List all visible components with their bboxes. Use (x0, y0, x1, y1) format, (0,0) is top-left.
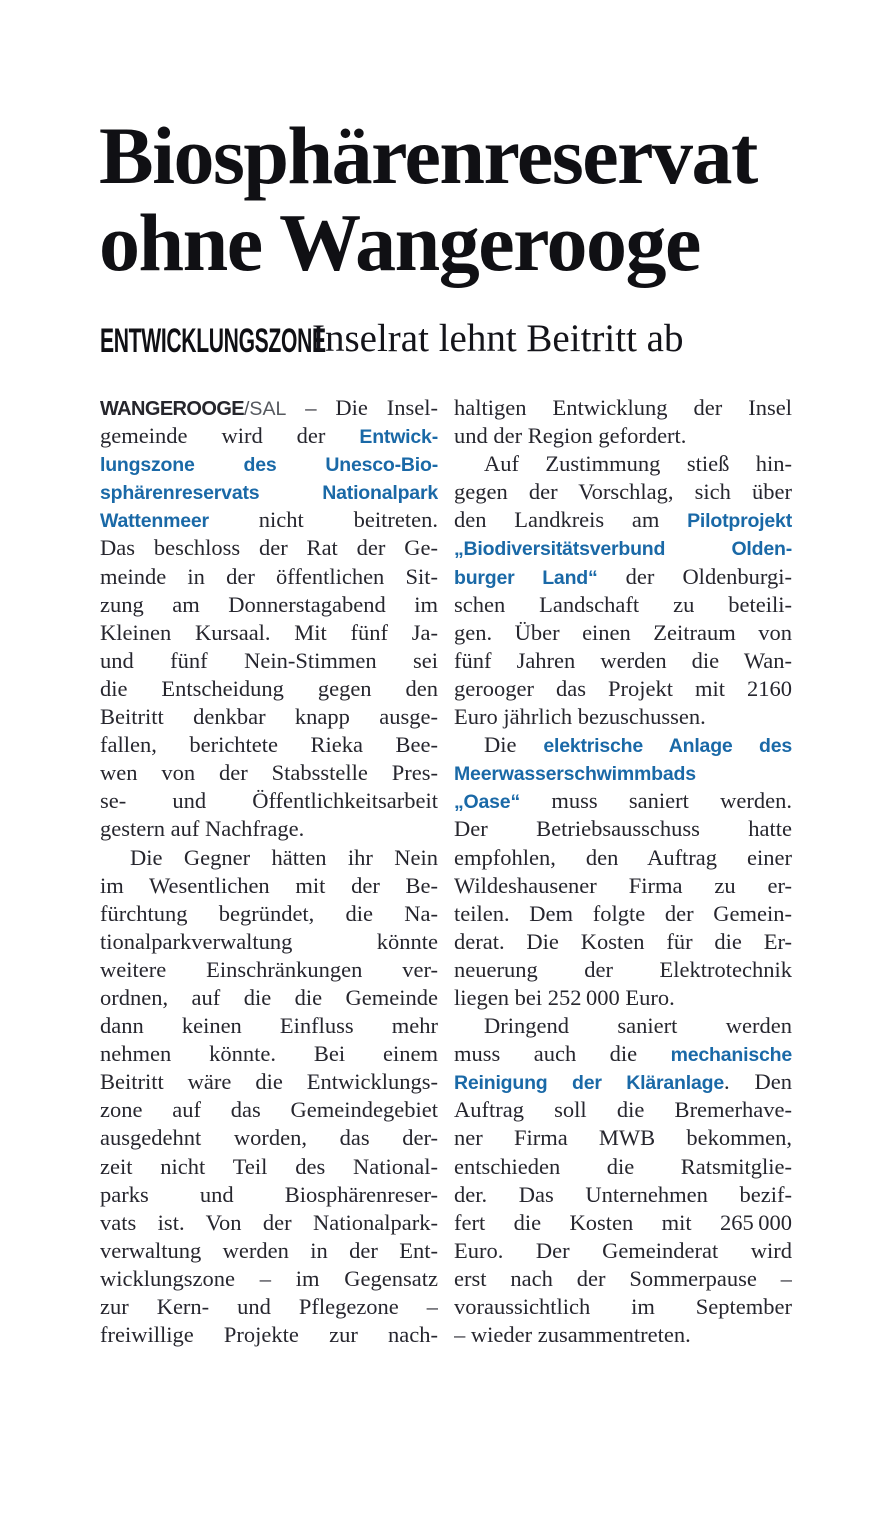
text-line (454, 1096, 792, 1124)
body-text: gerooger das Projekt mit 2160 (454, 675, 792, 701)
article-column-left (100, 394, 438, 1349)
highlighted-phrase: Wattenmeer (100, 510, 209, 533)
body-text: ausgedehnt worden, das der- (100, 1125, 438, 1151)
text-line (100, 422, 438, 450)
highlighted-phrase: lungszone des Unesco-Bio- (100, 454, 438, 477)
body-text: Euro. Der Gemeinderat wird (454, 1237, 792, 1263)
body-text: der. Das Unternehmen bezif- (454, 1181, 792, 1207)
text-line (454, 478, 792, 506)
text-line (100, 1181, 438, 1209)
text-line (454, 1012, 792, 1040)
text-line (454, 1293, 792, 1321)
highlighted-phrase: mechanische (670, 1044, 792, 1067)
text-line (100, 1237, 438, 1265)
article-body (100, 394, 792, 1349)
body-text: Beitritt wäre die Entwicklungs- (100, 1069, 438, 1095)
body-text: und der Region gefordert. (454, 423, 687, 449)
body-text: tionalparkverwaltung könnte (100, 928, 438, 954)
text-line (100, 928, 438, 956)
text-line (100, 1040, 438, 1068)
text-line (454, 844, 792, 872)
text-line (454, 506, 792, 534)
text-line (100, 506, 438, 534)
text-line (100, 1096, 438, 1124)
text-line (454, 1153, 792, 1181)
body-text: empfohlen, den Auftrag einer (454, 844, 792, 870)
body-text: liegen bei 252 000 Euro. (454, 984, 675, 1010)
text-line (454, 956, 792, 984)
text-line (100, 844, 438, 872)
text-line (454, 759, 792, 787)
body-text: Auf Zustimmung stieß hin- (484, 451, 792, 477)
text-line (100, 1153, 438, 1181)
body-text: fallen, berichtete Rieka Bee- (100, 732, 438, 758)
body-text: im Wesentlichen mit der Be- (100, 872, 438, 898)
dateline-location: WANGEROOGE (100, 398, 245, 420)
body-text: schen Landschaft zu beteili- (454, 591, 792, 617)
body-text: derat. Die Kosten für die Er- (454, 928, 792, 954)
text-line (100, 703, 438, 731)
body-text: Kleinen Kursaal. Mit fünf Ja- (100, 619, 438, 645)
body-text: die Entscheidung gegen den (100, 675, 438, 701)
text-line (454, 422, 792, 450)
text-line (100, 563, 438, 591)
text-line (100, 619, 438, 647)
text-line (100, 872, 438, 900)
text-line (100, 900, 438, 928)
text-line (454, 928, 792, 956)
body-text: Das beschloss der Rat der Ge- (100, 535, 438, 561)
text-line (454, 394, 792, 422)
text-line (454, 1321, 792, 1349)
text-line (454, 563, 792, 591)
body-text: ner Firma MWB bekommen, (454, 1125, 792, 1151)
text-line (454, 787, 792, 815)
body-text: muss auch die (454, 1041, 671, 1067)
body-text: parks und Biosphärenreser- (100, 1181, 438, 1207)
text-line (100, 984, 438, 1012)
body-text: muss saniert werden. (520, 788, 792, 814)
text-line (100, 1293, 438, 1321)
highlighted-phrase: elektrische Anlage des (543, 735, 792, 758)
article-column-right (454, 394, 792, 1349)
body-text: fert die Kosten mit 265 000 (454, 1209, 792, 1235)
text-line (454, 1124, 792, 1152)
text-line (454, 872, 792, 900)
body-text: Dringend saniert werden (484, 1013, 792, 1039)
text-line (100, 1012, 438, 1040)
highlighted-phrase: „Biodiversitätsverbund Olden- (454, 538, 792, 561)
highlighted-phrase: Meerwasserschwimmbads (454, 763, 696, 786)
text-line (100, 1321, 438, 1349)
text-line (100, 1124, 438, 1152)
headline-line-2: ohne Wangerooge (99, 197, 700, 288)
body-text: Euro jährlich bezuschussen. (454, 704, 706, 730)
body-text: entschieden die Ratsmitglie- (454, 1153, 792, 1179)
body-text: nicht beitreten. (208, 507, 438, 533)
text-line (454, 675, 792, 703)
body-text: fürchtung begründet, die Na- (100, 900, 438, 926)
highlighted-phrase: „Oase“ (454, 791, 521, 814)
text-line (100, 731, 438, 759)
body-text: ordnen, auf die die Gemeinde (100, 984, 438, 1010)
body-text: haltigen Entwicklung der Insel (454, 395, 792, 420)
text-line (454, 619, 792, 647)
text-line (100, 1265, 438, 1293)
text-line (454, 591, 792, 619)
text-line (454, 1040, 792, 1068)
text-line (454, 1068, 792, 1096)
body-text: Auftrag soll die Bremerhave- (454, 1097, 792, 1123)
text-line (100, 394, 438, 422)
text-line (100, 478, 438, 506)
body-text: fünf Jahren werden die Wan- (454, 647, 792, 673)
body-text: Beitritt denkbar knapp ausge- (100, 704, 438, 730)
text-line (454, 984, 792, 1012)
body-text: – Die Insel- (286, 395, 438, 420)
body-text: Die (484, 732, 544, 758)
text-line (454, 1265, 792, 1293)
text-line (100, 647, 438, 675)
body-text: voraussichtlich im September (454, 1294, 792, 1319)
body-text: nehmen könnte. Bei einem (100, 1041, 438, 1067)
body-text: neuerung der Elektrotechnik (454, 956, 792, 982)
text-line (100, 534, 438, 562)
body-text: se- und Öffentlichkeitsarbeit (100, 788, 438, 814)
highlighted-phrase: Entwick- (359, 426, 438, 449)
text-line (454, 1181, 792, 1209)
body-text: gestern auf Nachfrage. (100, 816, 305, 842)
highlighted-phrase: burger Land“ (454, 566, 598, 589)
body-text: zeit nicht Teil des National- (100, 1153, 438, 1179)
text-line (454, 900, 792, 928)
body-text: Wildeshausener Firma zu er- (454, 872, 792, 898)
text-line (454, 731, 792, 759)
subheadline (100, 316, 800, 366)
text-line (454, 534, 792, 562)
body-text: und fünf Nein-Stimmen sei (100, 647, 438, 673)
highlighted-phrase: sphärenreservats Nationalpark (100, 482, 438, 505)
body-text: der Oldenburgi- (597, 563, 792, 589)
body-text: teilen. Dem folgte der Gemein- (454, 900, 792, 926)
text-line (454, 815, 792, 843)
text-line (454, 703, 792, 731)
text-line (454, 1237, 792, 1265)
text-line (454, 1209, 792, 1237)
highlighted-phrase: Reinigung der Kläranlage (454, 1072, 724, 1095)
kicker-label: ENTWICKLUNGSZONE (100, 322, 326, 360)
text-line (100, 787, 438, 815)
body-text: dann keinen Einfluss mehr (100, 1013, 438, 1039)
text-line (100, 956, 438, 984)
text-line (100, 450, 438, 478)
highlighted-phrase: Pilotprojekt (687, 510, 792, 533)
body-text: den Landkreis am (454, 507, 688, 533)
body-text: zung am Donnerstagabend im (100, 591, 438, 617)
body-text: gegen der Vorschlag, sich über (454, 479, 792, 505)
text-line (100, 1068, 438, 1096)
body-text: zur Kern- und Pflegezone – (100, 1294, 438, 1319)
text-line (100, 675, 438, 703)
body-text: Die Gegner hätten ihr Nein (130, 844, 438, 870)
body-text: Der Betriebsausschuss hatte (454, 816, 792, 842)
body-text: gen. Über einen Zeitraum von (454, 619, 792, 645)
headline-line-1: Biosphärenreservat (99, 110, 757, 201)
text-line (100, 1209, 438, 1237)
body-text: weitere Einschränkungen ver- (100, 956, 438, 982)
text-line (100, 591, 438, 619)
text-line (454, 647, 792, 675)
kicker-text: Inselrat lehnt Beitritt ab (312, 317, 684, 360)
body-text: freiwillige Projekte zur nach- (100, 1322, 438, 1348)
text-line (100, 759, 438, 787)
headline (99, 112, 819, 286)
text-line (454, 450, 792, 478)
body-text: wen von der Stabsstelle Pres- (100, 760, 438, 786)
body-text: meinde in der öffentlichen Sit- (100, 563, 438, 589)
dateline-author: /SAL (244, 398, 287, 420)
text-line (100, 815, 438, 843)
body-text: zone auf das Gemeindegebiet (100, 1097, 438, 1123)
body-text: – wieder zusammentreten. (454, 1322, 691, 1348)
body-text: erst nach der Sommerpause – (454, 1265, 792, 1291)
body-text: . Den (723, 1069, 792, 1095)
body-text: vats ist. Von der Nationalpark- (100, 1209, 438, 1235)
body-text: gemeinde wird der (100, 423, 360, 449)
body-text: verwaltung werden in der Ent- (100, 1237, 438, 1263)
body-text: wicklungszone – im Gegensatz (100, 1265, 438, 1291)
